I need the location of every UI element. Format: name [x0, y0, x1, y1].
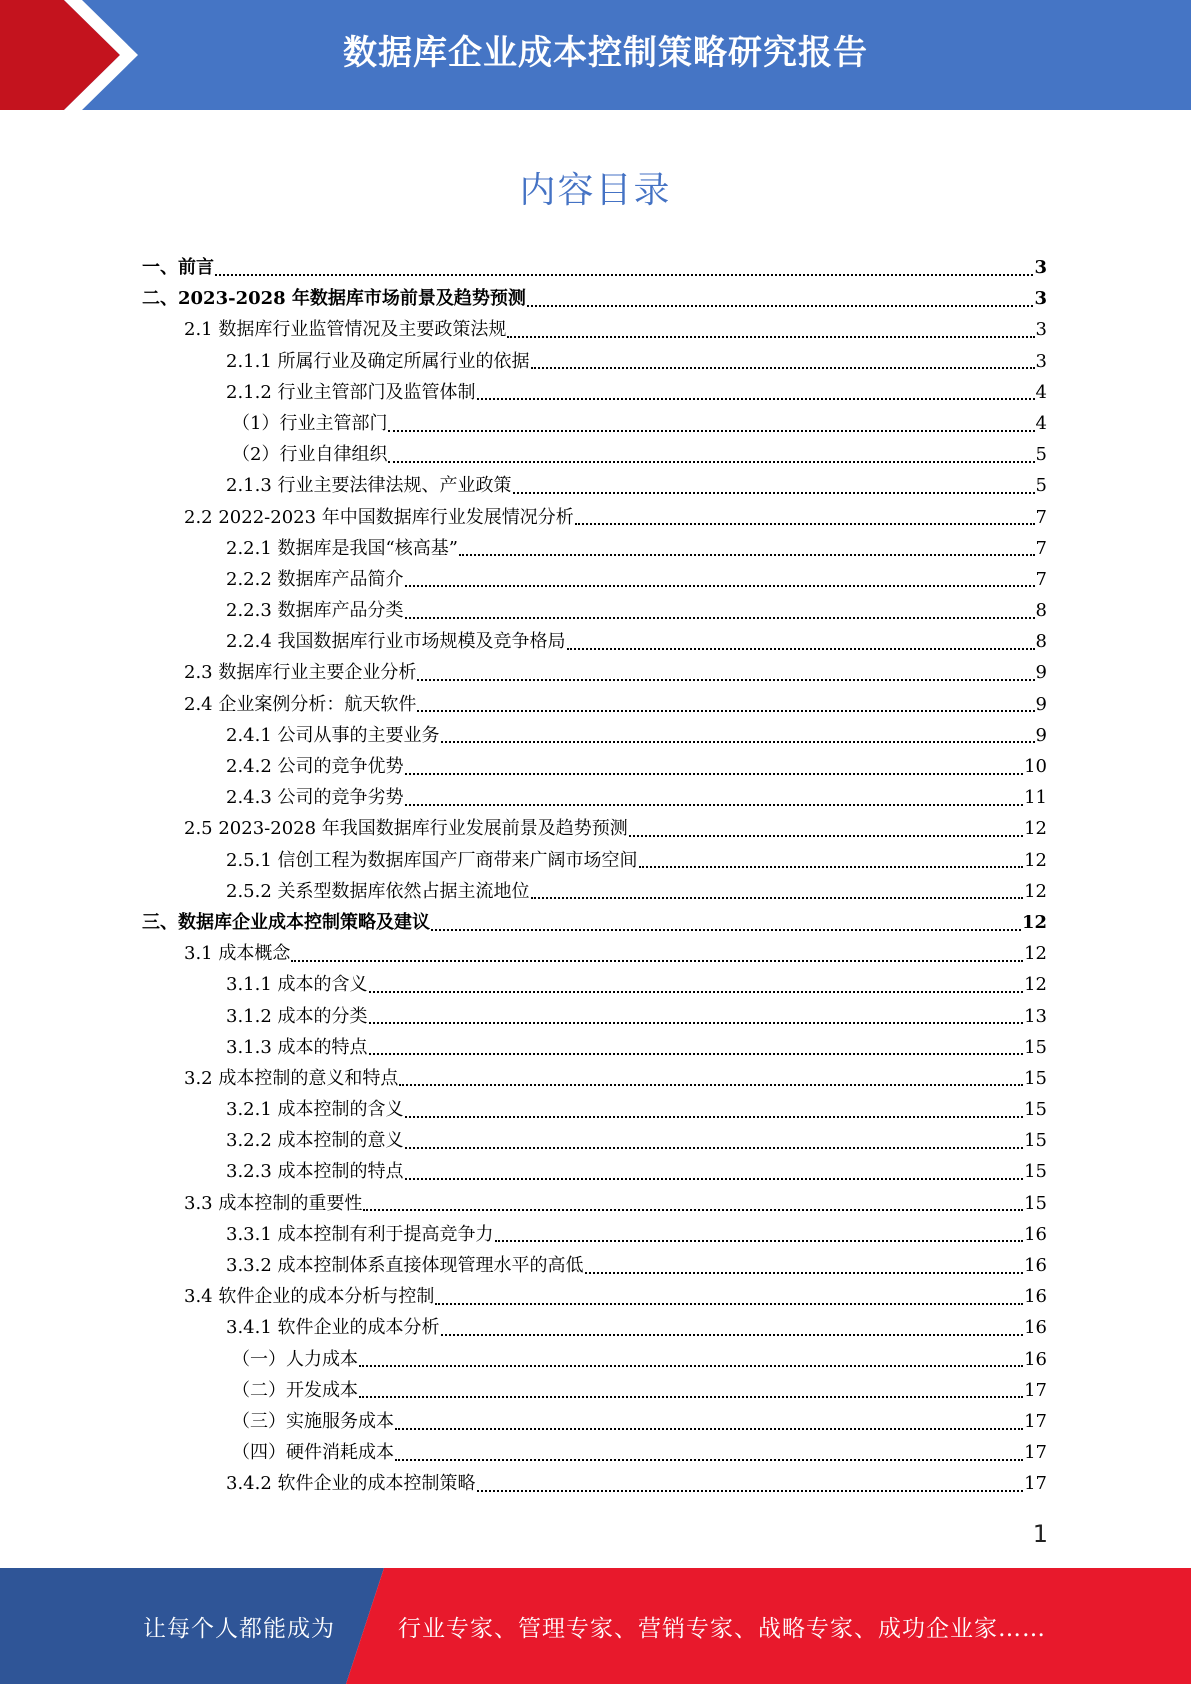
- toc-entry-label: （1）行业主管部门: [232, 412, 388, 434]
- footer-slogan-right: 行业专家、管理专家、营销专家、战略专家、成功企业家……: [398, 1616, 1046, 1642]
- toc-entry-page: 15: [1024, 1192, 1047, 1214]
- toc-dot-leader: [477, 1490, 1024, 1492]
- toc-dot-leader: [431, 929, 1021, 931]
- toc-entry-page: 12: [1021, 911, 1047, 933]
- toc-dot-leader: [405, 773, 1024, 775]
- toc-entry-page: 16: [1024, 1223, 1047, 1245]
- toc-entry-label: 二、2023-2028 年数据库市场前景及趋势预测: [142, 288, 526, 310]
- toc-entry[interactable]: [142, 1220, 1047, 1251]
- toc-entry[interactable]: [142, 1189, 1047, 1220]
- toc-entry-page: 12: [1024, 818, 1047, 840]
- toc-entry-page: 10: [1024, 756, 1047, 777]
- toc-entry-label: 2.2.2 数据库产品简介: [226, 568, 404, 590]
- toc-entry-page: 9: [1035, 724, 1047, 746]
- toc-entry-label: 2.2 2022-2023 年中国数据库行业发展情况分析: [184, 506, 574, 528]
- toc-entry-label: 2.5 2023-2028 年我国数据库行业发展前景及趋势预测: [184, 818, 628, 840]
- toc-dot-leader: [359, 1396, 1023, 1398]
- toc-entry[interactable]: [142, 1157, 1047, 1188]
- footer-slogan-left-text: 让每个人都能成为: [143, 1616, 335, 1642]
- toc-entry[interactable]: [142, 1064, 1047, 1095]
- report-title: 数据库企业成本控制策略研究报告: [343, 33, 868, 73]
- toc-entry[interactable]: [142, 1095, 1047, 1126]
- toc-entry-label: 2.1.2 行业主管部门及监管体制: [226, 381, 476, 403]
- toc-dot-leader: [441, 1334, 1024, 1336]
- toc-entry[interactable]: [142, 1033, 1047, 1064]
- toc-entry-label: （一）人力成本: [232, 1348, 358, 1370]
- toc-entry[interactable]: [142, 721, 1047, 752]
- toc-entry-label: 2.2.3 数据库产品分类: [226, 600, 404, 622]
- toc-entry[interactable]: [142, 315, 1047, 346]
- toc-entry-label: 2.2.4 我国数据库行业市场规模及竞争格局: [226, 631, 566, 653]
- toc-entry-label: （二）开发成本: [232, 1379, 358, 1401]
- toc-entry[interactable]: [142, 658, 1047, 689]
- toc-entry-label: 2.4.1 公司从事的主要业务: [226, 724, 440, 746]
- toc-dot-leader: [363, 1209, 1023, 1211]
- toc-dot-leader: [417, 679, 1034, 681]
- toc-entry-label: 3.2.1 成本控制的含义: [226, 1099, 404, 1121]
- toc-entry[interactable]: [142, 440, 1047, 471]
- toc-entry-page: 8: [1035, 600, 1047, 622]
- toc-entry[interactable]: [142, 253, 1047, 284]
- page-number: 1: [1032, 1520, 1048, 1548]
- toc-dot-leader: [388, 461, 1034, 463]
- toc-entry[interactable]: [142, 1282, 1047, 1313]
- toc-entry-label: 2.2.1 数据库是我国“核高基”: [226, 537, 458, 559]
- toc-entry-label: 一、前言: [142, 257, 214, 278]
- toc-dot-leader: [477, 398, 1035, 400]
- toc-entry[interactable]: [142, 1469, 1047, 1500]
- toc-entry[interactable]: [142, 1376, 1047, 1407]
- toc-dot-leader: [215, 274, 1033, 276]
- toc-entry-page: 12: [1024, 974, 1047, 996]
- toc-dot-leader: [405, 804, 1024, 806]
- toc-entry-label: 2.4.3 公司的竞争劣势: [226, 787, 404, 809]
- toc-entry-label: 2.3 数据库行业主要企业分析: [184, 662, 417, 684]
- toc-entry[interactable]: [142, 596, 1047, 627]
- toc-entry-page: 3: [1035, 350, 1047, 372]
- toc-entry[interactable]: [142, 1345, 1047, 1376]
- toc-entry-page: 17: [1024, 1442, 1047, 1464]
- toc-entry-page: 4: [1035, 412, 1047, 434]
- toc-dot-leader: [395, 1459, 1023, 1461]
- toc-entry[interactable]: [142, 534, 1047, 565]
- toc-dot-leader: [527, 305, 1034, 307]
- toc-entry-label: 3.4 软件企业的成本分析与控制: [184, 1286, 435, 1308]
- toc-heading: 内容目录: [519, 170, 672, 211]
- toc-entry-page: 5: [1035, 444, 1047, 466]
- header-banner: [0, 0, 1191, 110]
- toc-dot-leader: [369, 1022, 1024, 1024]
- toc-entry-label: 2.1.3 行业主要法律法规、产业政策: [226, 475, 512, 497]
- toc-dot-leader: [399, 1084, 1023, 1086]
- toc-dot-leader: [359, 1365, 1023, 1367]
- toc-entry-label: 2.4 企业案例分析：航天软件: [184, 693, 417, 715]
- toc-entry-label: 3.4.2 软件企业的成本控制策略: [226, 1473, 476, 1495]
- toc-entry-page: 3: [1034, 257, 1047, 278]
- toc-entry-label: 2.1 数据库行业监管情况及主要政策法规: [184, 319, 507, 341]
- toc-entry[interactable]: [142, 565, 1047, 596]
- toc-entry-page: 3: [1035, 319, 1047, 341]
- toc-entry[interactable]: [142, 908, 1047, 939]
- toc-entry[interactable]: [142, 378, 1047, 409]
- toc-entry[interactable]: [142, 409, 1047, 440]
- toc-entry-page: 15: [1024, 1161, 1047, 1183]
- table-of-contents: [142, 253, 1047, 1501]
- toc-entry-label: 2.5.2 关系型数据库依然占据主流地位: [226, 880, 530, 902]
- toc-entry-page: 17: [1024, 1379, 1047, 1401]
- toc-entry-page: 7: [1035, 506, 1047, 528]
- toc-dot-leader: [441, 741, 1035, 743]
- toc-dot-leader: [405, 1147, 1024, 1149]
- toc-entry-label: 3.3 成本控制的重要性: [184, 1192, 363, 1214]
- toc-entry[interactable]: [142, 1251, 1047, 1282]
- toc-entry-page: 9: [1035, 693, 1047, 715]
- toc-entry-label: 3.2.2 成本控制的意义: [226, 1130, 404, 1152]
- toc-dot-leader: [417, 710, 1034, 712]
- toc-entry[interactable]: [142, 1126, 1047, 1157]
- toc-entry[interactable]: [142, 471, 1047, 502]
- toc-entry-label: 2.5.1 信创工程为数据库国产厂商带来广阔市场空间: [226, 849, 638, 871]
- toc-entry-page: 16: [1024, 1317, 1047, 1339]
- toc-entry[interactable]: [142, 1313, 1047, 1344]
- toc-dot-leader: [405, 1116, 1024, 1118]
- toc-dot-leader: [435, 1303, 1023, 1305]
- toc-dot-leader: [369, 1053, 1024, 1055]
- toc-entry-page: 3: [1034, 288, 1047, 310]
- toc-entry-label: 三、数据库企业成本控制策略及建议: [142, 911, 430, 933]
- toc-entry-page: 12: [1024, 943, 1047, 965]
- toc-entry-page: 16: [1024, 1348, 1047, 1370]
- toc-entry-label: 3.2.3 成本控制的特点: [226, 1161, 404, 1183]
- toc-dot-leader: [567, 648, 1035, 650]
- toc-dot-leader: [531, 367, 1035, 369]
- toc-entry[interactable]: [142, 1407, 1047, 1438]
- toc-entry-label: 3.2 成本控制的意义和特点: [184, 1067, 399, 1089]
- toc-entry-page: 17: [1024, 1473, 1047, 1495]
- toc-entry[interactable]: [142, 970, 1047, 1001]
- toc-entry-page: 11: [1024, 787, 1047, 809]
- toc-dot-leader: [639, 866, 1024, 868]
- toc-dot-leader: [513, 492, 1035, 494]
- footer-slogan-left: [0, 1568, 350, 1684]
- toc-dot-leader: [507, 336, 1034, 338]
- toc-dot-leader: [369, 991, 1024, 993]
- toc-entry-page: 5: [1035, 475, 1047, 497]
- toc-entry-label: （2）行业自律组织: [232, 444, 388, 466]
- toc-entry-label: （三）实施服务成本: [232, 1410, 394, 1432]
- footer-banner: [0, 1568, 1191, 1684]
- toc-entry-page: 12: [1024, 880, 1047, 902]
- toc-entry-page: 15: [1024, 1099, 1047, 1121]
- toc-entry-page: 16: [1024, 1255, 1047, 1276]
- toc-dot-leader: [629, 835, 1023, 837]
- toc-entry-page: 15: [1024, 1130, 1047, 1152]
- toc-dot-leader: [459, 554, 1035, 556]
- toc-entry[interactable]: [142, 814, 1047, 845]
- toc-dot-leader: [405, 585, 1035, 587]
- toc-entry[interactable]: [142, 752, 1047, 783]
- toc-entry[interactable]: [142, 503, 1047, 534]
- toc-entry-page: 7: [1035, 568, 1047, 590]
- toc-entry-page: 15: [1024, 1067, 1047, 1089]
- toc-entry[interactable]: [142, 783, 1047, 814]
- toc-entry[interactable]: [142, 939, 1047, 970]
- toc-entry[interactable]: [142, 284, 1047, 315]
- toc-entry-page: 4: [1035, 381, 1047, 403]
- toc-entry-page: 13: [1024, 1005, 1047, 1027]
- toc-entry-label: 3.1.2 成本的分类: [226, 1005, 368, 1027]
- toc-entry-label: 2.1.1 所属行业及确定所属行业的依据: [226, 350, 530, 372]
- toc-entry[interactable]: [142, 627, 1047, 658]
- toc-entry[interactable]: [142, 846, 1047, 877]
- toc-entry-label: （四）硬件消耗成本: [232, 1442, 394, 1464]
- toc-entry-page: 8: [1035, 631, 1047, 653]
- toc-entry-page: 12: [1024, 849, 1047, 871]
- toc-entry-page: 15: [1024, 1036, 1047, 1058]
- toc-dot-leader: [405, 1178, 1024, 1180]
- toc-dot-leader: [585, 1272, 1024, 1274]
- toc-entry-label: 3.1.3 成本的特点: [226, 1036, 368, 1058]
- toc-entry-page: 7: [1035, 537, 1047, 559]
- toc-dot-leader: [575, 523, 1035, 525]
- toc-entry[interactable]: [142, 347, 1047, 378]
- toc-dot-leader: [531, 897, 1024, 899]
- toc-entry[interactable]: [142, 1438, 1047, 1469]
- toc-entry-page: 9: [1035, 662, 1047, 684]
- toc-entry-label: 3.3.2 成本控制体系直接体现管理水平的高低: [226, 1255, 584, 1276]
- toc-dot-leader: [495, 1240, 1024, 1242]
- toc-entry-label: 3.4.1 软件企业的成本分析: [226, 1317, 440, 1339]
- toc-entry-label: 3.3.1 成本控制有利于提高竞争力: [226, 1223, 494, 1245]
- toc-entry[interactable]: [142, 690, 1047, 721]
- toc-entry-label: 2.4.2 公司的竞争优势: [226, 756, 404, 777]
- toc-entry-page: 16: [1024, 1286, 1047, 1308]
- toc-dot-leader: [388, 430, 1034, 432]
- toc-entry-label: 3.1.1 成本的含义: [226, 974, 368, 996]
- toc-dot-leader: [395, 1428, 1023, 1430]
- toc-dot-leader: [291, 960, 1023, 962]
- toc-entry[interactable]: [142, 1002, 1047, 1033]
- toc-entry-page: 17: [1024, 1410, 1047, 1432]
- toc-entry[interactable]: [142, 877, 1047, 908]
- toc-dot-leader: [405, 617, 1035, 619]
- toc-entry-label: 3.1 成本概念: [184, 943, 291, 965]
